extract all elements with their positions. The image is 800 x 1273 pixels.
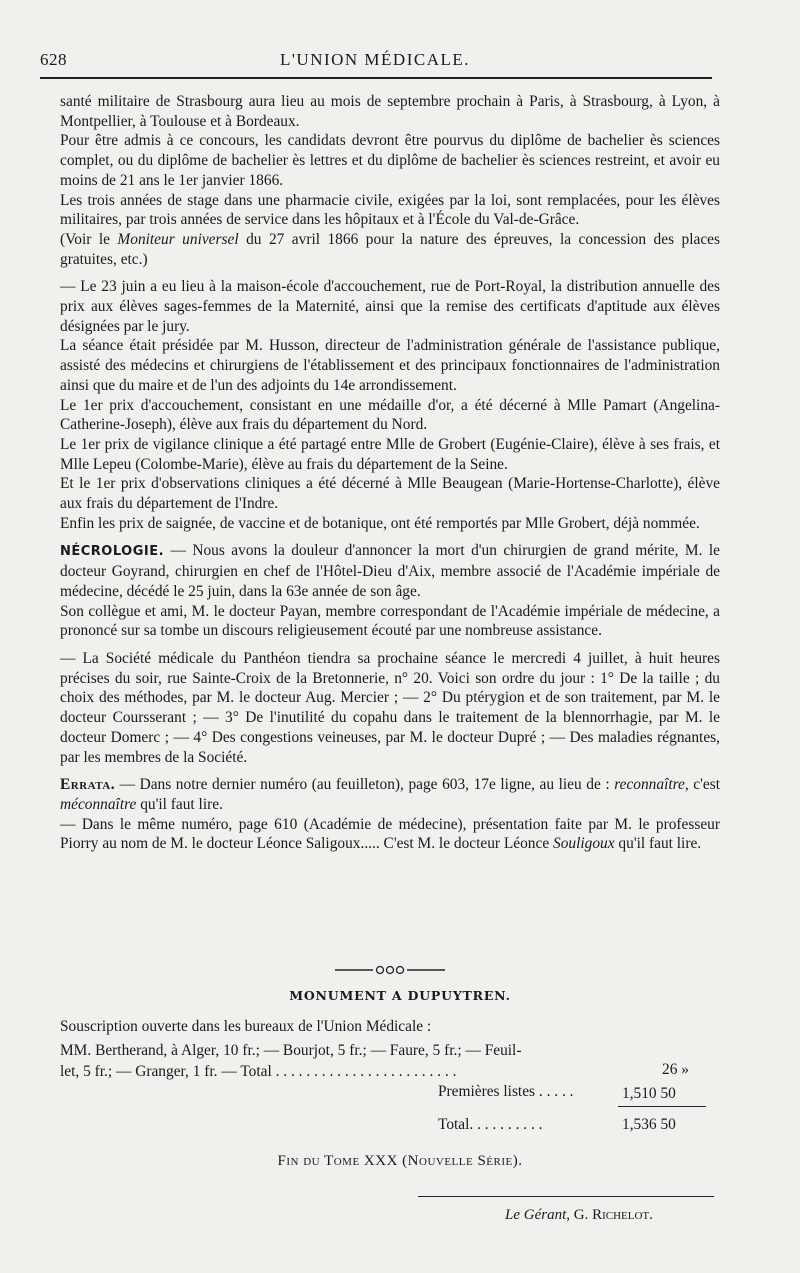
sum-rule xyxy=(618,1106,706,1107)
page-header xyxy=(40,50,710,74)
paragraph: Les trois années de stage dans une pharmacie civile, exigées par la loi, sont remplacées, pour les élèves militaires, par trois années de service dans les hôpitaux et à l'École du Val-de-Grâce. xyxy=(60,191,720,229)
ornament-divider xyxy=(335,963,445,977)
paragraph: La séance était présidée par M. Husson, directeur de l'administration générale de l'assistance publique, assisté des médecins et chirurgiens de l'établissement et des principaux fonctionnaires de l'administration ainsi que du maire et de l'un des adjoints du 14e arrondissement. xyxy=(60,337,720,394)
footer-rule xyxy=(418,1196,714,1197)
paragraph-necrologie: NÉCROLOGIE. — Nous avons la douleur d'annoncer la mort d'un chirurgien de grand mérite, M. le docteur Goyrand, chirurgien en chef de l'Hôtel-Dieu d'Aix, membre associé de l'Académie impériale de médecine, décédé le 25 juin, dans la 63e année de son âge. xyxy=(60,542,720,600)
previous-lists-amount: 1,510 50 xyxy=(622,1085,676,1102)
paragraph: santé militaire de Strasbourg aura lieu au mois de septembre prochain à Paris, à Strasbourg, à Lyon, à Montpellier, à Toulouse et à Bordeaux. xyxy=(60,93,720,130)
paragraph: (Voir le Moniteur universel du 27 avril 1866 pour la nature des épreuves, la concession des places gratuites, etc.) xyxy=(60,230,720,268)
subscription-line: let, 5 fr.; — Granger, 1 fr. — Total . . . . . . . . . . . . . . . . . . . . . . . . xyxy=(60,1063,457,1080)
paragraph: Son collègue et ami, M. le docteur Payan, membre correspondant de l'Académie impériale de médecine, a prononcé sur sa tombe un discours religieusement écouté par une nombreuse assistance. xyxy=(60,602,720,640)
end-of-volume: Fin du Tome XXX (Nouvelle Série). xyxy=(277,1153,523,1169)
article-body xyxy=(60,92,720,854)
subscription-intro: Souscription ouverte dans les bureaux de l'Union Médicale : xyxy=(60,1018,432,1035)
journal-title: L'UNION MÉDICALE. xyxy=(279,50,471,69)
section-label: NÉCROLOGIE. xyxy=(60,544,165,560)
total-label: Total. . . . . . . . . . xyxy=(438,1116,543,1133)
paragraph: Enfin les prix de saignée, de vaccine et de botanique, ont été remportés par Mlle Grobert, déjà nommée. xyxy=(60,514,700,532)
total-amount: 1,536 50 xyxy=(622,1116,676,1133)
previous-lists-label: Premières listes . . . . . xyxy=(438,1083,574,1100)
paragraph-errata: Errata. — Dans notre dernier numéro (au feuilleton), page 603, 17e ligne, au lieu de : reconnaître, c'est méconnaître qu'il faut lire. xyxy=(60,776,720,813)
page-number: 628 xyxy=(40,50,67,69)
header-rule xyxy=(40,77,712,79)
gerant-signature: Le Gérant, G. Richelot. xyxy=(505,1207,653,1223)
paragraph: — Dans le même numéro, page 610 (Académie de médecine), présentation faite par M. le professeur Piorry au nom de M. le docteur Léonce Saligoux..... C'est M. le docteur Léonce Souligoux qu'il faut lire. xyxy=(60,815,720,853)
section-label: Errata. xyxy=(60,776,116,794)
subscription-line: MM. Bertherand, à Alger, 10 fr.; — Bourjot, 5 fr.; — Faure, 5 fr.; — Feuil- xyxy=(60,1042,522,1059)
paragraph: Et le 1er prix d'observations cliniques a été décerné à Mlle Beaugean (Marie-Hortense-Charlotte), élève aux frais du département de l'Indre. xyxy=(60,475,720,513)
subscription-block xyxy=(60,1016,720,1082)
monument-title: MONUMENT A DUPUYTREN. xyxy=(289,988,511,1003)
paragraph: — Le 23 juin a eu lieu à la maison-école d'accouchement, rue de Port-Royal, la distribution annuelle des prix aux élèves sages-femmes de la Maternité, ainsi que la remise des certificats d'aptitude aux élèves désignées par le jury. xyxy=(60,278,720,335)
total-partial-amount: 26 » xyxy=(662,1061,689,1078)
paragraph: Pour être admis à ce concours, les candidats devront être pourvus du diplôme de bachelier ès sciences complet, ou du diplôme de bachelier ès lettres et du diplôme de bachelier ès sciences restreint, et avoir eu moins de 21 ans le 1er janvier 1866. xyxy=(60,132,720,189)
paragraph: — La Société médicale du Panthéon tiendra sa prochaine séance le mercredi 4 juillet, à huit heures précises du soir, rue Sainte-Croix de la Bretonnerie, n° 20. Voici son ordre du jour : 1° De la taille ; du choix des méthodes, par M. le docteur Aug. Mercier ; — 2° Du ptérygion et de son traitement, par M. le docteur Coursserant ; — 3° De l'inutilité du copahu dans le traitement de la blennorrhagie, par M. le docteur Domerc ; — 4° Des congestions veineuses, par M. le docteur Dupré ; — Des maladies régnantes, par les membres de la Société. xyxy=(60,649,720,766)
paragraph: Le 1er prix d'accouchement, consistant en une médaille d'or, a été décerné à Mlle Pamart (Angelina-Catherine-Joseph), élève aux frais du département du Nord. xyxy=(60,396,720,434)
paragraph: Le 1er prix de vigilance clinique a été partagé entre Mlle de Grobert (Eugénie-Claire), élève à ses frais, et Mlle Lepeu (Colombe-Marie), élève au frais du département de la Seine. xyxy=(60,435,720,473)
